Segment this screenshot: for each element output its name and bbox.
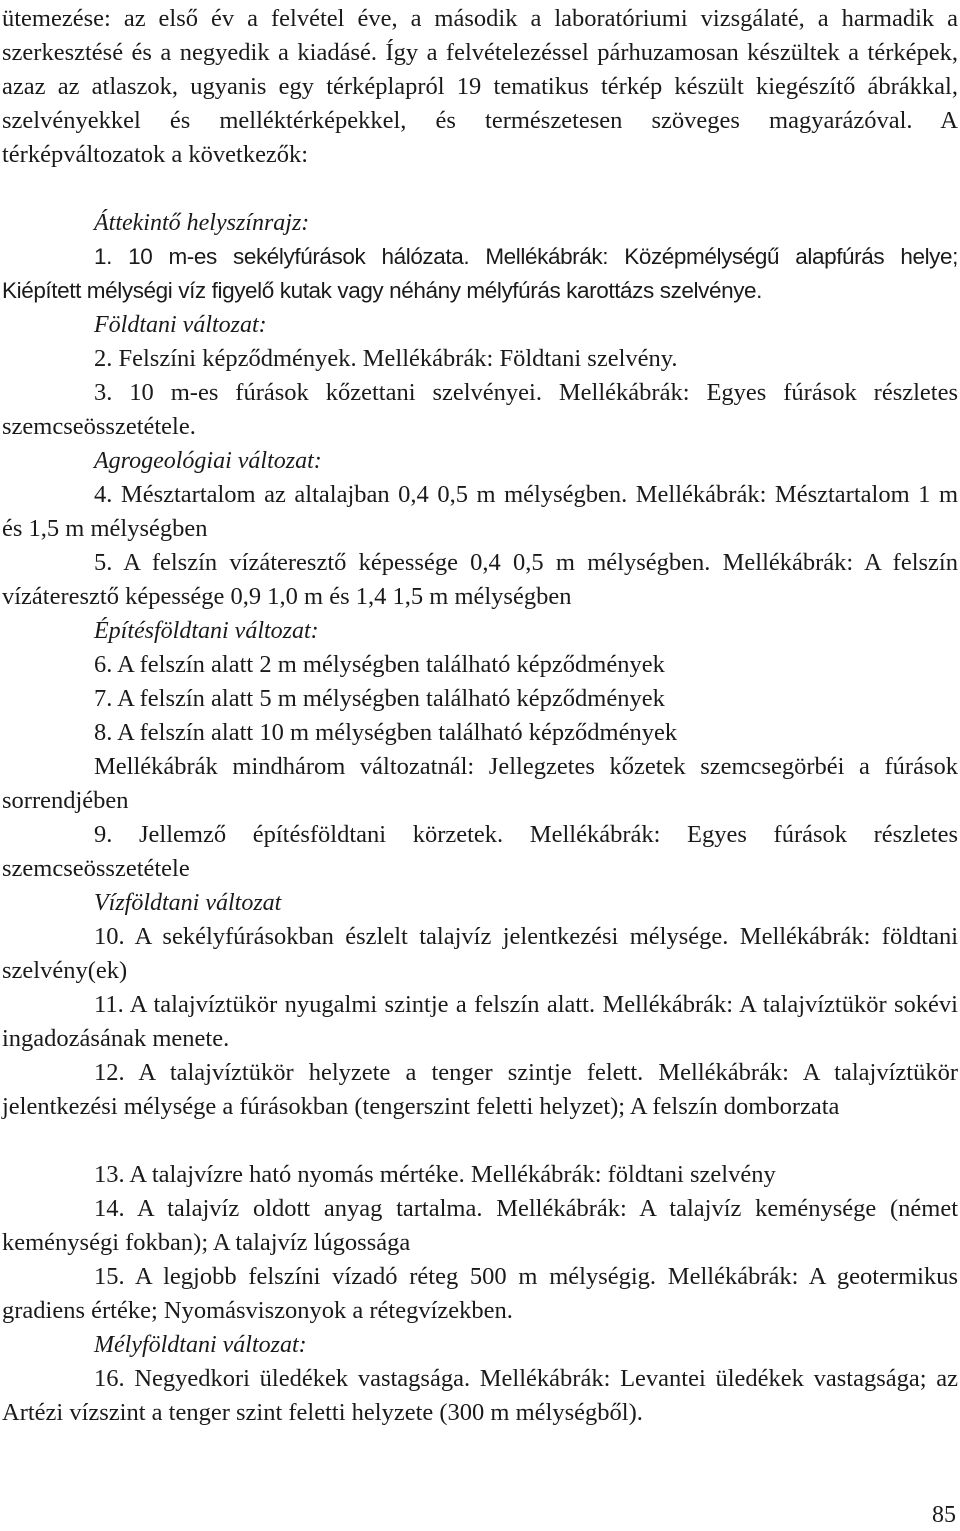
- section-heading-hydrogeology: Vízföldtani változat: [94, 890, 282, 916]
- list-item-16: 16. Negyedkori üledékek vastagsága. Mellékábrák: Levantei üledékek vastagsága; az Artézi vízszint a tenger szint feletti helyzete (300 m mélységből).: [2, 1365, 958, 1426]
- list-item-9: 9. Jellemző építésföldtani körzetek. Mellékábrák: Egyes fúrások részletes szemcseösszetétele: [2, 821, 958, 882]
- list-item-7: 7. A felszín alatt 5 m mélységben található képződmények: [94, 685, 665, 712]
- section-heading-agrogeology: Agrogeológiai változat:: [94, 448, 322, 474]
- list-item-2: 2. Felszíni képződmények. Mellékábrák: Földtani szelvény.: [94, 345, 678, 372]
- intro-paragraph: ütemezése: az első év a felvétel éve, a második a laboratóriumi vizsgálaté, a harmadik a szerkesztésé és a negyedik a kiadásé. Így a felvételezéssel párhuzamosan készültek a térképek, azaz az atlaszok, ugyanis egy térképlapról 19 tematikus térkép készült kiegészítő ábrákkal, szelvényekkel és melléktérképekkel, és természetesen szöveges magyarázóval. A térképváltozatok a következők:: [2, 5, 958, 168]
- list-item-5: 5. A felszín vízáteresztő képessége 0,4 0,5 m mélységben. Mellékábrák: A felszín vízáteresztő képessége 0,9 1,0 m és 1,4 1,5 m mélységben: [2, 549, 958, 610]
- page-number: 85: [932, 1502, 956, 1528]
- list-item-13: 13. A talajvízre ható nyomás mértéke. Mellékábrák: földtani szelvény: [94, 1161, 776, 1188]
- list-item-8-note: Mellékábrák mindhárom változatnál: Jellegzetes kőzetek szemcsegörbéi a fúrások sorrendjében: [2, 753, 958, 814]
- list-item-6: 6. A felszín alatt 2 m mélységben található képződmények: [94, 651, 665, 678]
- list-item-15: 15. A legjobb felszíni vízadó réteg 500 m mélységig. Mellékábrák: A geotermikus gradiens értéke; Nyomásviszonyok a rétegvízekben.: [2, 1263, 958, 1324]
- list-item-12: 12. A talajvíztükör helyzete a tenger szintje felett. Mellékábrák: A talajvíztükör jelentkezési mélysége a fúrásokban (tengerszint feletti helyzet); A felszín domborzata: [2, 1059, 958, 1120]
- list-item-8: 8. A felszín alatt 10 m mélységben található képződmények: [94, 719, 678, 746]
- section-heading-geology: Földtani változat:: [94, 312, 267, 338]
- list-item-11: 11. A talajvíztükör nyugalmi szintje a felszín alatt. Mellékábrák: A talajvíztükör sokévi ingadozásának menete.: [2, 991, 958, 1052]
- list-item-4: 4. Mésztartalom az altalajban 0,4 0,5 m mélységben. Mellékábrák: Mésztartalom 1 m és 1,5 m mélységben: [2, 481, 958, 542]
- list-item-3: 3. 10 m-es fúrások kőzettani szelvényei. Mellékábrák: Egyes fúrások részletes szemcseösszetétele.: [2, 379, 958, 440]
- list-item-14: 14. A talajvíz oldott anyag tartalma. Mellékábrák: A talajvíz keménysége (német keménységi fokban); A talajvíz lúgossága: [2, 1195, 958, 1256]
- section-heading-overview: Áttekintő helyszínrajz:: [94, 210, 310, 236]
- section-heading-engineering-geology: Építésföldtani változat:: [94, 618, 319, 644]
- list-item-10: 10. A sekélyfúrásokban észlelt talajvíz jelentkezési mélysége. Mellékábrák: földtani szelvény(ek): [2, 923, 958, 984]
- list-item-1: 1. 10 m-es sekélyfúrások hálózata. Mellékábrák: Középmélységű alapfúrás helye; Kiépített mélységi víz figyelő kutak vagy néhány mélyfúrás karottázs szelvénye.: [2, 244, 958, 303]
- section-heading-deep-geology: Mélyföldtani változat:: [94, 1332, 307, 1358]
